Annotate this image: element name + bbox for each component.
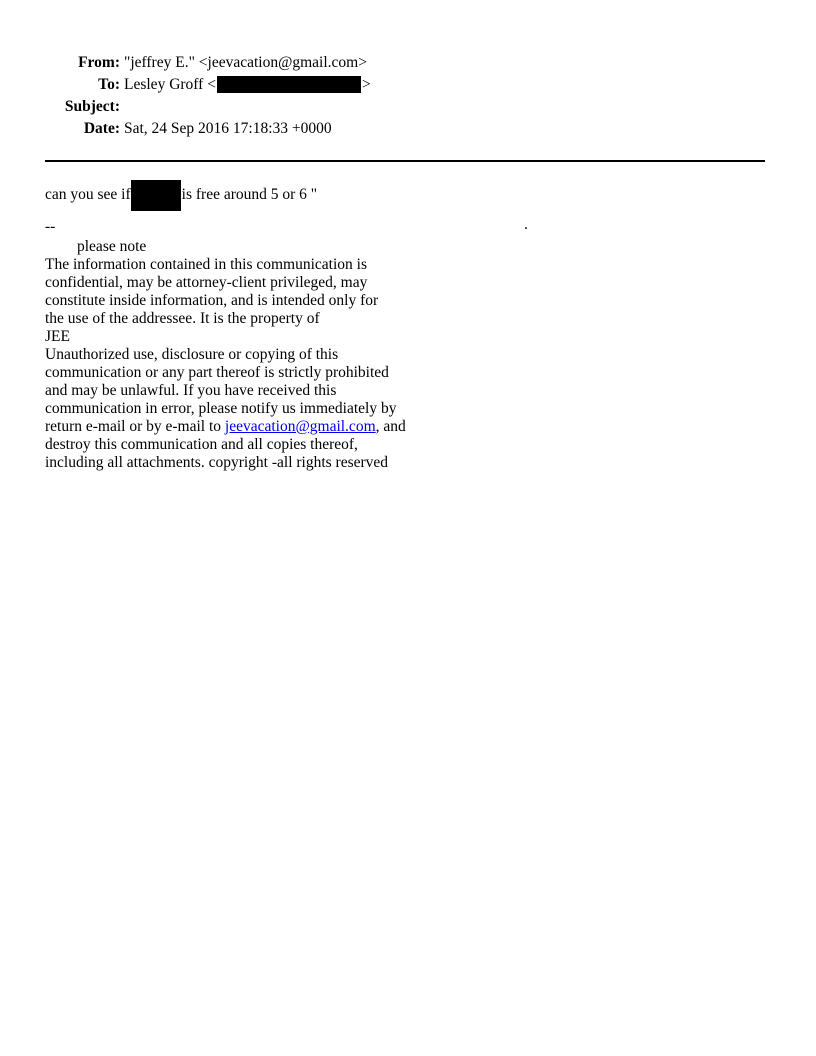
email-header	[0, 54, 816, 142]
to-row	[0, 76, 816, 98]
from-value: "jeffrey E." <jeevacation@gmail.com>	[124, 54, 367, 71]
stray-dot: .	[524, 216, 528, 233]
from-label: From:	[78, 54, 120, 71]
email-link[interactable]: jeevacation@gmail.com	[224, 418, 376, 435]
disclaimer-line: communication in error, please notify us immediately by	[45, 400, 397, 417]
disclaimer-line: including all attachments. copyright -all rights reserved	[45, 454, 389, 471]
header-divider	[45, 160, 765, 162]
to-label: To:	[98, 76, 120, 93]
message-body	[45, 180, 765, 472]
to-close-bracket: >	[361, 76, 371, 93]
disclaimer-line: the use of the addressee. It is the property of	[45, 310, 320, 327]
disclaimer-line	[45, 418, 425, 436]
disclaimer	[45, 256, 425, 472]
date-row	[0, 120, 816, 142]
signature-separator-row	[45, 218, 765, 238]
subject-label: Subject:	[64, 98, 120, 115]
please-note: please note	[77, 238, 147, 255]
disclaimer-line: constitute inside information, and is intended only for	[45, 292, 379, 309]
from-row	[0, 54, 816, 76]
message-text-start: can you see if	[45, 186, 131, 204]
message-text-end: is free around 5 or 6 "	[181, 186, 318, 204]
disclaimer-line: The information contained in this communication is	[45, 256, 367, 273]
signature-separator: --	[45, 218, 56, 235]
disclaimer-line: destroy this communication and all copies thereof,	[45, 436, 358, 453]
return-text-end: , and	[375, 418, 406, 435]
disclaimer-line: Unauthorized use, disclosure or copying of this	[45, 346, 339, 363]
disclaimer-line: and may be unlawful. If you have received this	[45, 382, 337, 399]
disclaimer-line: communication or any part thereof is strictly prohibited	[45, 364, 389, 381]
return-text: return e-mail or by e-mail to	[45, 418, 225, 435]
to-value	[124, 76, 371, 94]
redaction-box	[131, 180, 181, 211]
disclaimer-line: confidential, may be attorney-client privileged, may	[45, 274, 368, 291]
disclaimer-line: JEE	[45, 328, 70, 345]
subject-row	[0, 98, 816, 120]
date-label: Date:	[83, 120, 120, 137]
to-name: Lesley Groff <	[124, 76, 216, 93]
message-line	[45, 180, 765, 212]
redaction-box	[217, 76, 361, 93]
date-value: Sat, 24 Sep 2016 17:18:33 +0000	[124, 120, 332, 137]
